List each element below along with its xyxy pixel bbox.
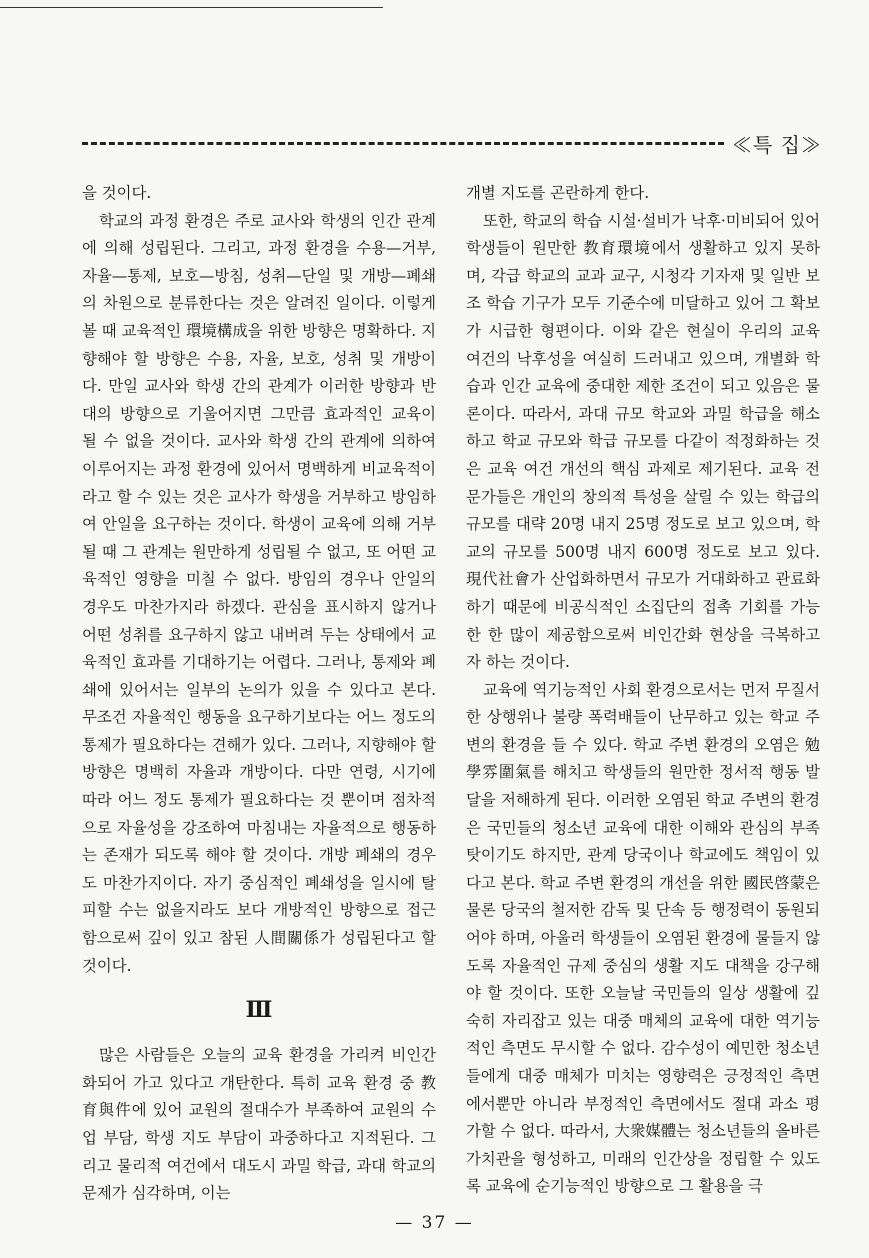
paragraph: 교육에 역기능적인 사회 환경으로서는 먼저 무질서한 상행위나 불량 폭력배들이 난무하고 있는 학교 주변의 환경을 들 수 있다. 학교 주변 환경의 오염은 勉學雰圍氣를 해치고 학생들의 원만한 정서적 행동 발달을 저해하게 된다. 이러한 오염된 학교 주변의 환경은 국민들의 청소년 교육에 대한 이해와 관심의 부족 탓이기도 하지만, 관계 당국이나 학교에도 책임이 있다고 본다. 학교 주변 환경의 개선을 위한 國民啓蒙은 물론 당국의 철저한 감독 및 단속 등 행정력이 동원되어야 하며, 아울러 학생들이 오염된 환경에 물들지 않도록 자율적인 규제 중심의 생활 지도 대책을 강구해야 할 것이다. 또한 오늘날 국민들의 일상 생활에 깊숙히 자리잡고 있는 대중 매체의 교육에 대한 역기능적인 측면도 무시할 수 없다. 감수성이 예민한 청소년들에게 대중 매체가 미치는 영향력은 긍정적인 측면에서뿐만 아니라 부정적인 측면에서도 절대 과소 평가할 수 없다. 따라서, 大衆媒體는 청소년들의 올바른 가치관을 형성하고, 미래의 인간상을 정립할 수 있도록 교육에 순기능적인 방향으로 그 활용을 극 [466, 680, 820, 1196]
paragraph: 또한, 학교의 학습 시설·설비가 낙후·미비되어 있어 학생들이 원만한 教育環境에서 생활하고 있지 못하며, 각급 학교의 교과 교구, 시청각 기자재 및 일반 보조 학습 기구가 모두 기준수에 미달하고 있어 그 확보가 시급한 형편이다. 이와 같은 현실이 우리의 교육 여건의 낙후성을 여실히 드러내고 있으며, 개별화 학습과 인간 교육에 중대한 제한 조건이 되고 있음은 물론이다. 따라서, 과대 규모 학교와 과밀 학급을 해소하고 학교 규모와 학급 규모를 다같이 적정화하는 것은 교육 여건 개선의 핵심 과제로 제기된다. 교육 전문가들은 개인의 창의적 특성을 살릴 수 있는 학급의 규모를 대략 20명 내지 25명 정도로 보고 있으며, 학교의 규모를 500명 내지 600명 정도로 보고 있다. 現代社會가 산업화하면서 규모가 거대화하고 관료화하기 때문에 비공식적인 소집단의 접촉 기회를 가능한 한 많이 제공함으로써 비인간화 현상을 극복하고자 하는 것이다. [466, 211, 820, 672]
right-column [466, 180, 820, 1201]
section-tag: ≪특 집≫ [732, 132, 822, 157]
dashed-divider [82, 142, 724, 145]
section-numeral: Ⅲ [245, 997, 273, 1024]
paragraph: 학교의 과정 환경은 주로 교사와 학생의 인간 관계에 의해 성립된다. 그리고, 과정 환경을 수용—거부, 자율—통제, 보호—방침, 성취—단일 및 개방—폐쇄의 차원으로 분류한다는 것은 알려진 일이다. 이렇게 볼 때 교육적인 環境構成을 위한 방향은 명확하다. 지향해야 할 방향은 수용, 자율, 보호, 성취 및 개방이다. 만일 교사와 학생 간의 관계가 이러한 방향과 반대의 방향으로 기울어지면 그만큼 효과적인 교육이 될 수 없을 것이다. 교사와 학생 간의 관계에 의하여 이루어지는 과정 환경에 있어서 명백하게 비교육적이라고 할 수 있는 것은 교사가 학생을 거부하고 방임하여 안일을 요구하는 것이다. 학생이 교육에 의해 거부될 때 그 관계는 원만하게 성립될 수 없고, 또 어떤 교육적인 영향을 미칠 수 없다. 방임의 경우나 안일의 경우도 마찬가지라 하겠다. 관심을 표시하지 않거나 어떤 성취를 요구하지 않고 내버려 두는 상태에서 교육적인 효과를 기대하기는 어렵다. 그러나, 통제와 폐쇄에 있어서는 일부의 논의가 있을 수 있다고 본다. 무조건 자율적인 행동을 요구하기보다는 어느 정도의 통제가 필요하다는 견해가 있다. 그러나, 지향해야 할 방향은 명백히 자율과 개방이다. 다만 연령, 시기에 따라 어느 정도 통제가 필요하다는 것 뿐이며 점차적으로 자율성을 강조하여 마침내는 자율적으로 행동하는 존재가 되도록 해야 할 것이다. 개방 폐쇄의 경우도 마찬가지이다. 자기 중심적인 폐쇄성을 일시에 탈피할 수는 없을지라도 보다 개방적인 방향으로 접근함으로써 깊이 있고 참된 人間關係가 성립된다고 할 것이다. [82, 211, 436, 975]
paragraph: 많은 사람들은 오늘의 교육 환경을 가리켜 비인간화되어 가고 있다고 개탄한다. 특히 교육 환경 중 教育與件에 있어 교원의 절대수가 부족하여 교원의 수업 부담, 학생 지도 부담이 과중하다고 지적된다. 그리고 물리적 여건에서 대도시 과밀 학급, 과대 학교의 문제가 심각하며, 이는 [82, 1046, 436, 1203]
page-number: — 37 — [395, 1213, 474, 1233]
left-column [82, 180, 436, 1208]
paragraph: 을 것이다. [82, 184, 152, 202]
section-header [82, 128, 822, 158]
paragraph: 개별 지도를 곤란하게 한다. [466, 184, 650, 202]
top-rule [0, 7, 383, 8]
